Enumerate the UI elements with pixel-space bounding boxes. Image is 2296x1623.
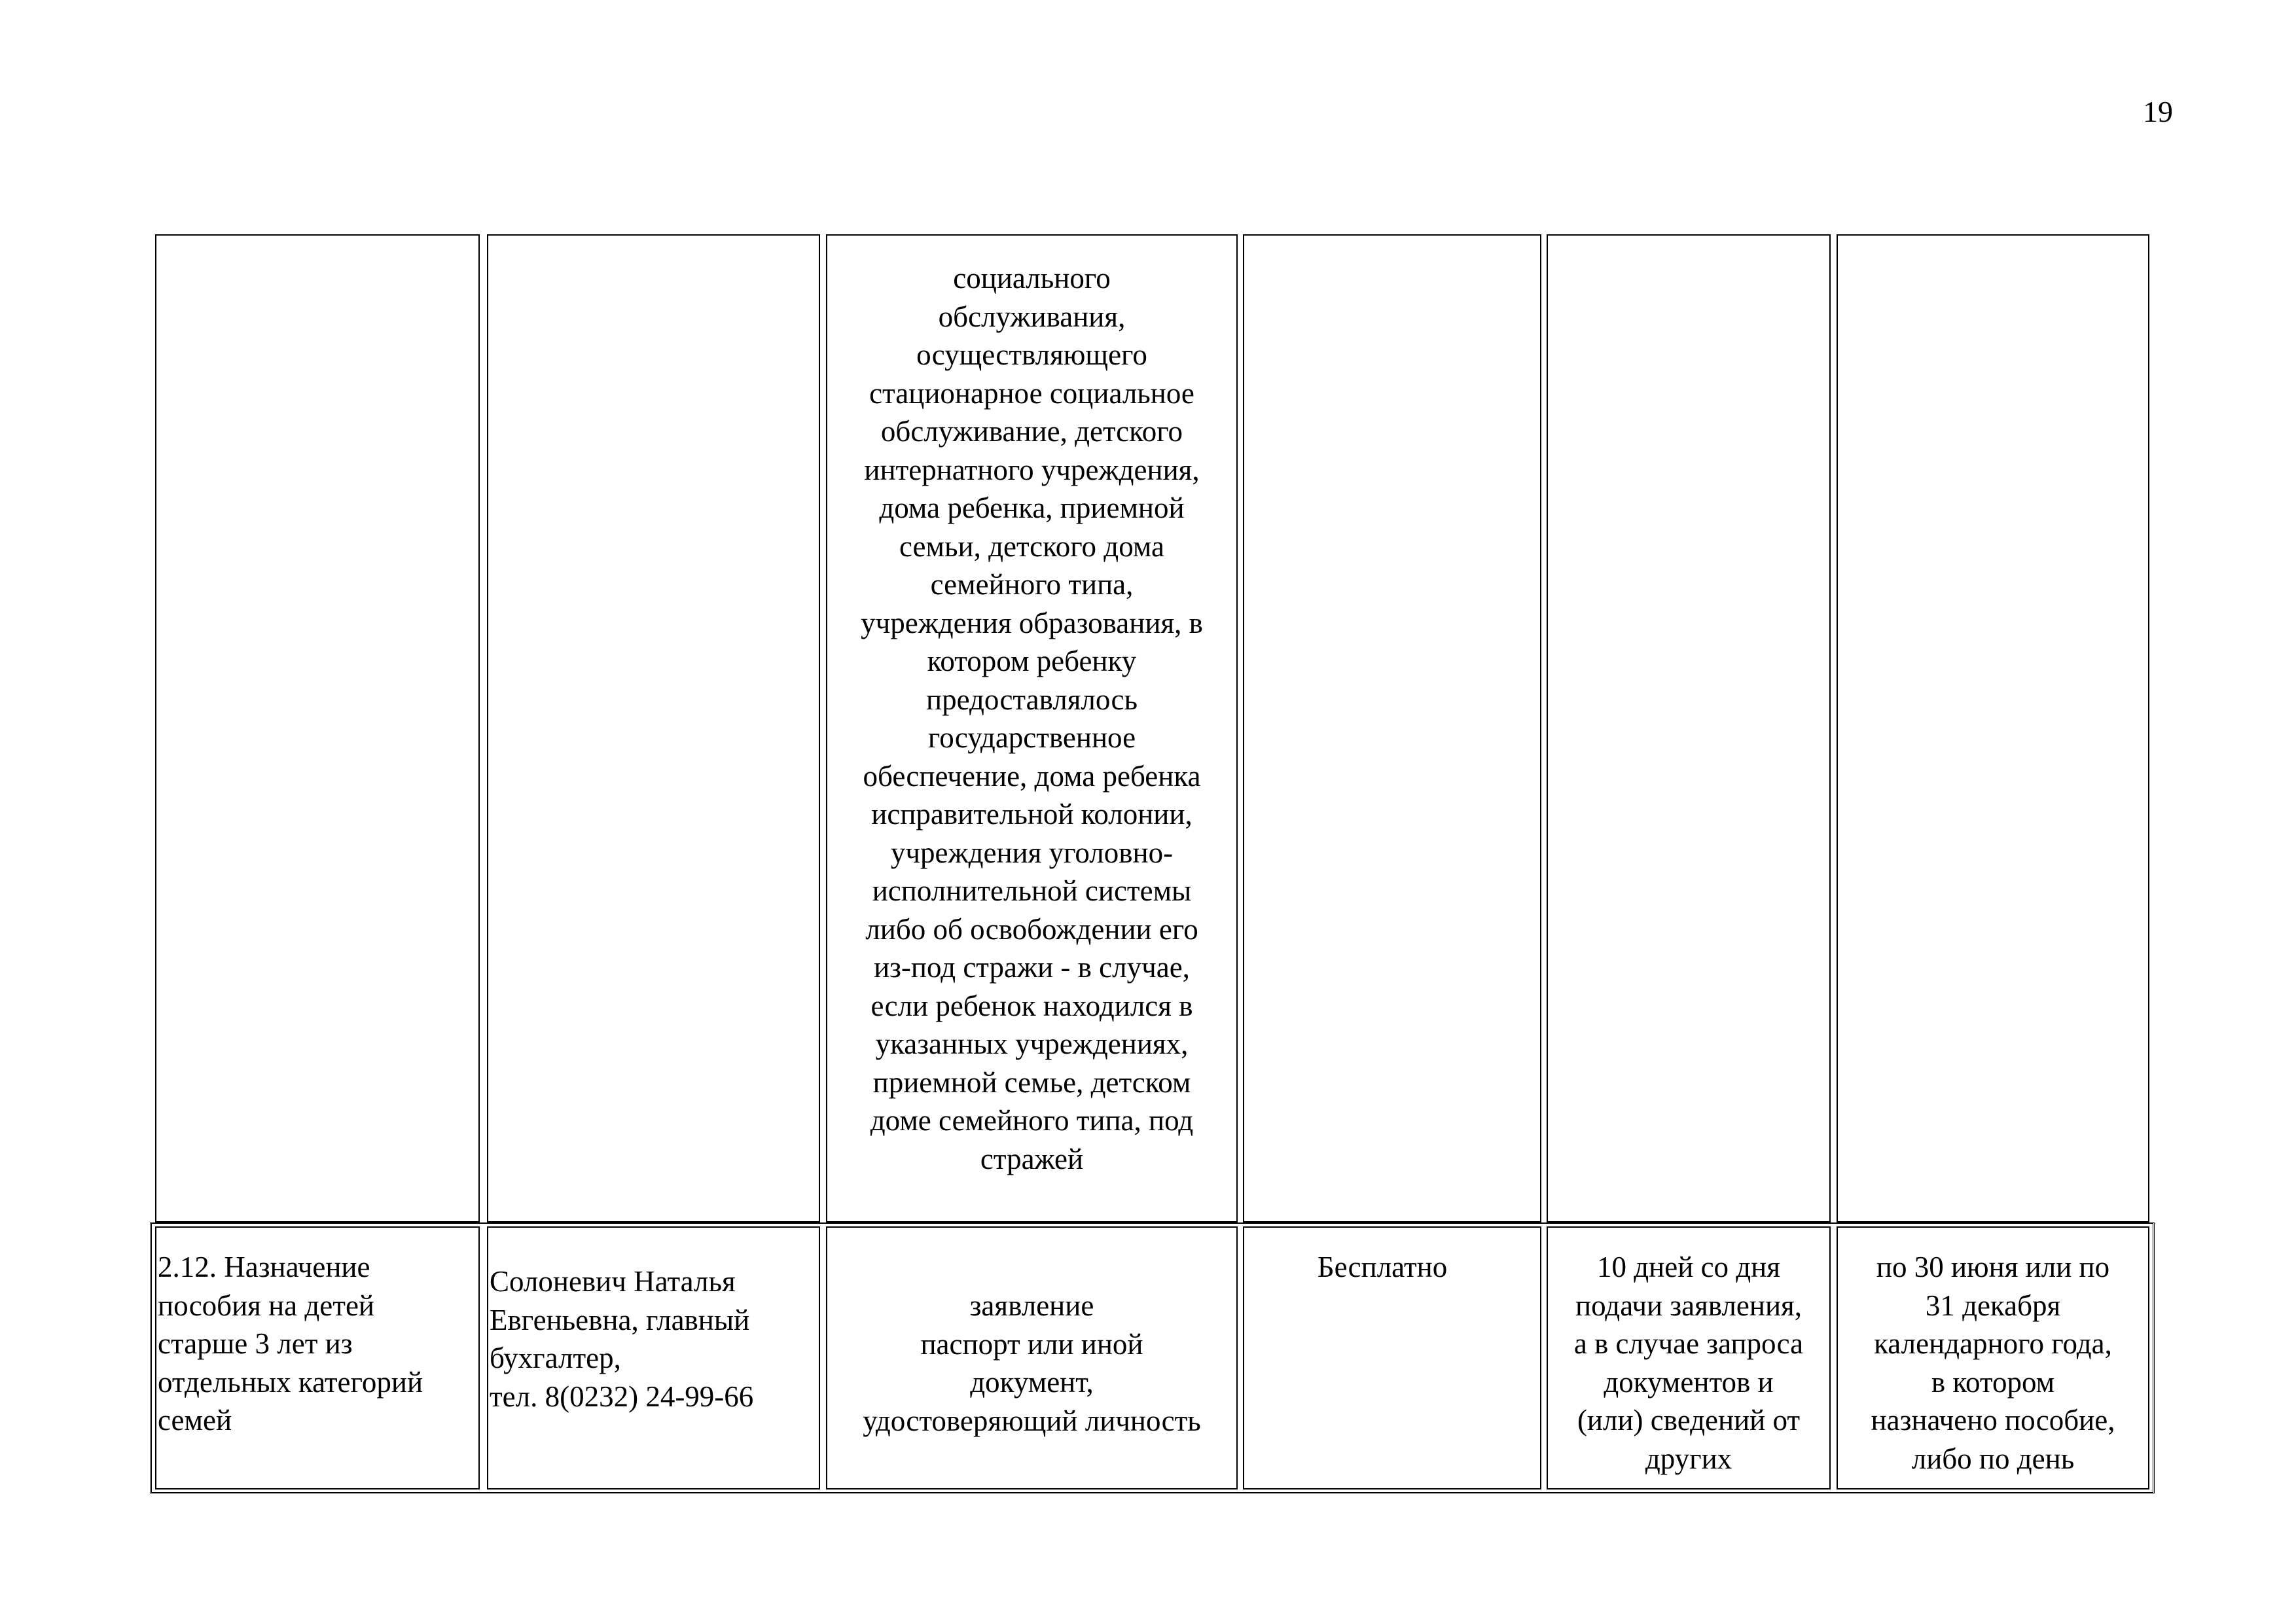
row1-col4-cell: [1243, 234, 1541, 1222]
row1-col6-cell: [1837, 234, 2149, 1222]
page-number: 19: [2143, 95, 2173, 128]
row1-col1-cell: [155, 234, 480, 1222]
validity-period-cell: по 30 июня или по 31 декабря календарного года, в котором назначено пособие, либо по день: [1837, 1226, 2149, 1489]
fee-cell: Бесплатно: [1243, 1226, 1541, 1489]
row1-documents-continuation: социального обслуживания, осуществляющего стационарное социальное обслуживание, детского интернатного учреждения, дома ребенка, приемной семьи, детского дома семейного типа, учреждения образования, в котором ребенку предоставлялось государственное обеспечение, дома ребенка исправительной колонии, учреждения уголовно- исполнительной системы либо об освобождении его из-под стражи - в случае, если ребенок находился в указанных учреждениях, приемной семье, детском доме семейного типа, под стражей: [826, 234, 1238, 1222]
term-cell: 10 дней со дня подачи заявления, а в случае запроса документов и (или) сведений от других: [1547, 1226, 1831, 1489]
row1-col5-cell: [1547, 234, 1831, 1222]
row1-col2-cell: [487, 234, 820, 1222]
required-documents-cell: заявление паспорт или иной документ, удостоверяющий личность: [826, 1226, 1238, 1489]
responsible-person-cell: Солоневич Наталья Евгеньевна, главный бухгалтер, тел. 8(0232) 24-99-66: [487, 1226, 820, 1489]
procedure-name-cell: 2.12. Назначение пособия на детей старше 3 лет из отдельных категорий семей: [155, 1226, 480, 1489]
